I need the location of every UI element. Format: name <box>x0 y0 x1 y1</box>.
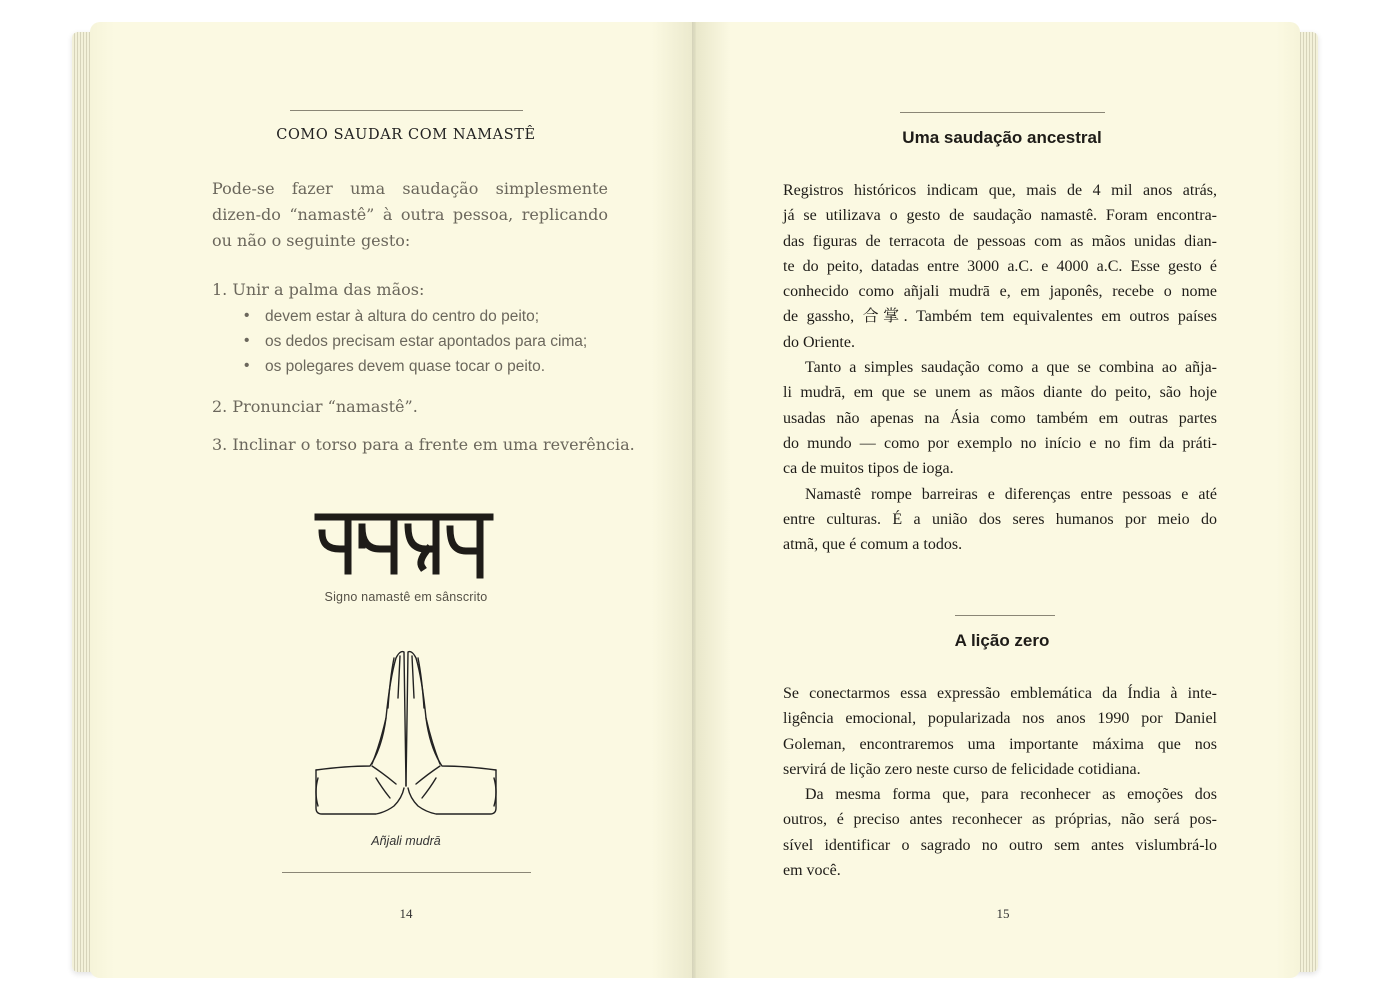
text-line: conhecido como añjali mudrā e, em japonês, recebe o nome <box>783 283 1217 301</box>
list-item: • os polegares devem quase tocar o peito. <box>244 357 546 375</box>
text-line: sível identificar o sagrado no outro sem antes vislumbrá-lo <box>783 836 1217 854</box>
text-line: servirá de lição zero neste curso de felicidade cotidiana. <box>783 760 1141 778</box>
text-line: das figuras de terracota de pessoas com as mãos unidas dian- <box>783 232 1217 250</box>
list-item: • os dedos precisam estar apontados para cima; <box>244 332 588 350</box>
section-rule-right <box>955 615 1055 616</box>
text-line: outros, é preciso antes reconhecer as próprias, não será pos- <box>783 811 1217 829</box>
text-line: atmã, que é comum a todos. <box>783 536 963 554</box>
text-line: entre culturas. É a união dos seres humanos por meio do <box>783 510 1217 528</box>
section-licao-zero-text <box>783 681 1217 883</box>
text-line: já se utilizava o gesto de saudação namastê. Foram encontra- <box>783 207 1217 225</box>
list-item: • devem estar à altura do centro do peito; <box>244 307 539 325</box>
text-line: Goleman, encontraremos uma importante máxima que nos <box>783 735 1217 753</box>
hands-caption: Añjali mudrā <box>371 834 441 848</box>
book-spine <box>692 22 696 978</box>
section-title-ancestral: Uma saudação ancestral <box>902 128 1102 147</box>
text-line: te do peito, datadas entre 3000 a.C. e 4000 a.C. Esse gesto é <box>783 257 1217 275</box>
page-number-right: 15 <box>996 906 1010 921</box>
text-line: li mudrā, em que se unem as mãos diante do peito, são hoje <box>783 384 1217 402</box>
text-line: em você. <box>783 862 841 880</box>
text-line: usadas não apenas na Ásia como também em outras partes <box>783 409 1217 427</box>
text-line: Registros históricos indicam que, mais de 4 mil anos atrás, <box>783 182 1217 199</box>
anjali-mudra-hands-illustration <box>306 648 506 820</box>
title-rule-left <box>290 110 523 111</box>
text-line: Se conectarmos essa expressão emblemática da Índia à inte- <box>783 685 1217 702</box>
text-line: ca de muitos tipos de ioga. <box>783 460 954 478</box>
section-ancestral-text <box>783 178 1217 557</box>
text-line: Tanto a simples saudação como a que se combina ao añja- <box>805 359 1217 377</box>
step-3: 3. Inclinar o torso para a frente em uma reverência. <box>212 435 635 454</box>
namaste-devanagari-sign <box>300 505 510 581</box>
page-title-left: COMO SAUDAR COM NAMASTÊ <box>276 127 536 143</box>
step-1: 1. Unir a palma das mãos: <box>212 280 425 299</box>
text-line: Da mesma forma que, para reconhecer as emoções dos <box>805 786 1217 804</box>
title-rule-right <box>900 112 1105 113</box>
step-2: 2. Pronunciar “namastê”. <box>212 397 418 416</box>
section-title-licao-zero: A lição zero <box>954 631 1050 650</box>
text-line: de gassho, 合掌. Também tem equivalentes em outros países <box>783 308 1217 326</box>
text-line: Namastê rompe barreiras e diferenças entre pessoas e até <box>805 485 1217 503</box>
intro-paragraph: Pode-se fazer uma saudação simplesmente dizen-do “namastê” à outra pessoa, replicando ou não o seguinte gesto: <box>212 179 608 250</box>
footer-rule-left <box>282 872 531 873</box>
devanagari-caption: Signo namastê em sânscrito <box>324 590 488 604</box>
page-number-left: 14 <box>399 906 413 921</box>
text-line: do mundo — como por exemplo no início e no fim da práti- <box>783 434 1217 452</box>
text-line: do Oriente. <box>783 333 855 351</box>
text-line: ligência emocional, popularizada nos anos 1990 por Daniel <box>783 710 1217 728</box>
